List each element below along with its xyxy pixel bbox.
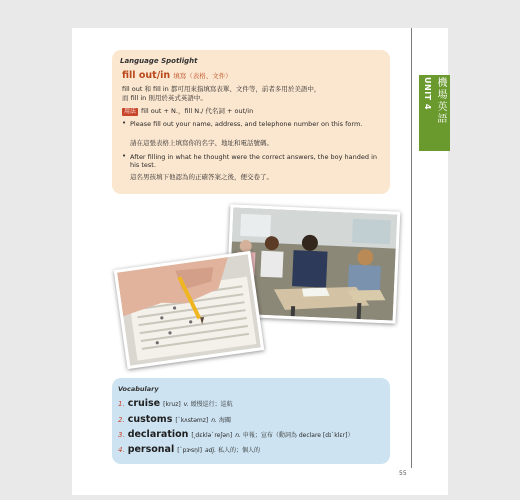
vocab-item xyxy=(118,429,353,440)
usage-pattern-row xyxy=(122,107,253,116)
vocab-pos: n. xyxy=(211,417,217,424)
vocab-ipa: [kruz] xyxy=(163,401,181,408)
page-number: 55 xyxy=(399,470,407,477)
vocab-word: declaration xyxy=(127,429,189,440)
vocab-pos: n. xyxy=(235,432,241,439)
vocab-pos: adj. xyxy=(204,447,217,454)
example-2-zh: 這名男孩填下他認為的正確答案之後，便交卷了。 xyxy=(130,173,273,181)
headword-text: fill out/in xyxy=(122,70,171,81)
usage-pattern: fill out + N.，fill N./ 代名詞 + out/in xyxy=(141,107,254,115)
vocab-ipa: [ˋpɝsn̩l] xyxy=(177,447,202,454)
answer-sheet-image xyxy=(117,254,261,365)
vocab-word: cruise xyxy=(127,398,161,409)
example-2-en: After filling in what he thought were the correct answers, the boy handed in his test. xyxy=(130,153,378,169)
spotlight-note-line2: 而 fill in 則用於英式英語中。 xyxy=(122,94,207,102)
vocab-item xyxy=(118,398,233,409)
chapter-title: 機場英語 xyxy=(435,77,446,125)
vocab-meaning: 申報；宣布（動詞為 declare [dɪˋklɛr]） xyxy=(242,432,354,439)
margin-rule xyxy=(411,28,412,468)
vocab-item xyxy=(118,444,260,455)
headword-gloss: 填寫（表格、文件） xyxy=(173,72,232,80)
vocab-ipa: [͵dɛkləˋreʃən] xyxy=(191,432,233,439)
vocab-pos: v. xyxy=(183,401,189,408)
vocab-meaning: 海關 xyxy=(218,417,231,424)
vocab-ipa: [ˋkʌstəmz] xyxy=(175,417,209,424)
answer-sheet-photo xyxy=(114,251,265,369)
usage-tag: 用法 xyxy=(124,108,137,115)
vocab-meaning: 私人的；個人的 xyxy=(218,447,261,454)
vocab-number: 4. xyxy=(118,446,125,454)
vocabulary-title: Vocabulary xyxy=(118,385,159,393)
vocab-meaning: 緩慢巡行；巡航 xyxy=(190,401,233,408)
vocab-word: personal xyxy=(127,444,175,455)
spotlight-title: Language Spotlight xyxy=(120,57,198,65)
vocab-number: 3. xyxy=(118,431,125,439)
bullet-icon: • xyxy=(122,119,127,127)
unit-tab xyxy=(419,75,450,151)
language-spotlight-box xyxy=(112,50,390,194)
vocab-word: customs xyxy=(127,414,173,425)
spotlight-headword xyxy=(122,70,232,81)
vocab-item xyxy=(118,414,231,425)
unit-label: UNIT 4 xyxy=(423,77,432,110)
vocab-number: 2. xyxy=(118,416,125,424)
vocab-number: 1. xyxy=(118,400,125,408)
example-1-zh: 請在這張表格上填寫你的名字、地址和電話號碼。 xyxy=(130,139,273,147)
bullet-icon: • xyxy=(122,152,127,160)
spotlight-note-line1: fill out 和 fill in 都可用來指填寫表單、文件等，前者多用於美語中， xyxy=(122,85,321,93)
example-1-en: Please fill out your name, address, and telephone number on this form. xyxy=(130,120,363,128)
vocabulary-box xyxy=(112,378,390,464)
